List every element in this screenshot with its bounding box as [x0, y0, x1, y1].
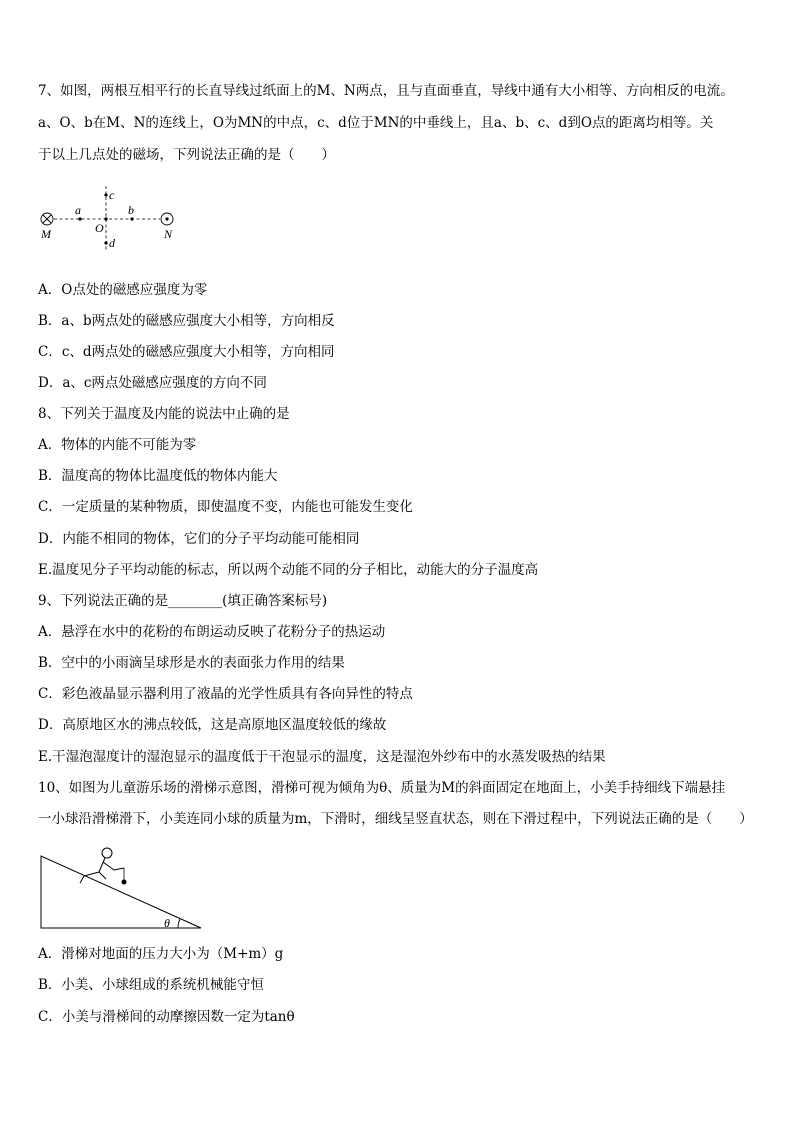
q8-option-e: E.温度见分子平均动能的标志，所以两个动能不同的分子相比，动能大的分子温度高	[38, 562, 539, 578]
label-M: M	[41, 227, 51, 241]
label-a: a	[75, 203, 81, 217]
slide-incline	[41, 856, 201, 928]
point-b	[130, 217, 133, 220]
child-figure-icon	[80, 848, 124, 883]
q8-option-b: B．温度高的物体比温度低的物体内能大	[38, 468, 278, 484]
ball-icon	[122, 880, 127, 885]
q10-stem-line2: 一小球沿滑梯滑下，小美连同小球的质量为m，下滑时，细线呈竖直状态，则在下滑过程中，下列说法正确的是（ ）	[38, 811, 753, 827]
q9-option-a: A．悬浮在水中的花粉的布朗运动反映了花粉分子的热运动	[38, 624, 386, 640]
q10-option-a: A．滑梯对地面的压力大小为（M+m）g	[38, 946, 284, 962]
q7-stem-line1: 7、如图，两根互相平行的长直导线过纸面上的M、N两点，且与直面垂直，导线中通有大小相等、方向相反的电流。	[38, 83, 734, 99]
point-O	[104, 217, 107, 220]
point-c	[104, 193, 107, 196]
label-b: b	[128, 203, 134, 217]
q9-option-d: D．高原地区水的沸点较低，这是高原地区温度较低的缘故	[38, 717, 387, 733]
q8-stem: 8、下列关于温度及内能的说法中止确的是	[38, 406, 290, 422]
point-a	[78, 217, 81, 220]
label-O: O	[95, 221, 104, 235]
q10-slide-figure	[36, 842, 211, 934]
q8-option-c: C．一定质量的某种物质，即使温度不变，内能也可能发生变化	[38, 499, 413, 515]
q9-option-b: B．空中的小雨滴呈球形是水的表面张力作用的结果	[38, 655, 345, 671]
q7-option-b: B．a、b两点处的磁感应强度大小相等，方向相反	[38, 313, 335, 329]
q7-stem-line3: 于以上几点处的磁场，下列说法正确的是（ ）	[38, 147, 335, 163]
q10-option-c: C．小美与滑梯间的动摩擦因数一定为tanθ	[38, 1009, 295, 1025]
q9-option-c: C．彩色液晶显示器利用了液晶的光学性质具有各向异性的特点	[38, 686, 413, 702]
label-N: N	[164, 227, 173, 241]
label-d: d	[109, 236, 115, 250]
label-c: c	[109, 188, 115, 202]
q9-stem: 9、下列说法正确的是________(填正确答案标号)	[38, 593, 328, 609]
q10-option-b: B．小美、小球组成的系统机械能守恒	[38, 977, 264, 993]
point-d	[104, 241, 107, 244]
q7-stem-line2: a、O、b在M、N的连线上，O为MN的中点，c、d位于MN的中垂线上，且a、b、c、d到O点的距离均相等。关	[38, 115, 714, 131]
q8-option-a: A．物体的内能不可能为零	[38, 437, 197, 453]
q7-figure	[36, 184, 186, 256]
q9-option-e: E.干湿泡湿度计的湿泡显示的温度低于干泡显示的温度，这是湿泡外纱布中的水蒸发吸热的结果	[38, 749, 606, 765]
q8-option-d: D．内能不相同的物体，它们的分子平均动能可能相同	[38, 531, 360, 547]
current-out-of-page-icon	[161, 213, 173, 225]
angle-arc	[178, 919, 180, 928]
q7-option-d: D．a、c两点处磁感应强度的方向不同	[38, 375, 267, 391]
q10-stem-line1: 10、如图为儿童游乐场的滑梯示意图，滑梯可视为倾角为θ、质量为M的斜面固定在地面上，小美手持细线下端悬挂	[38, 780, 726, 796]
q7-option-a: A．O点处的磁感应强度为零	[38, 282, 208, 298]
current-into-page-icon	[41, 213, 53, 225]
q7-option-c: C．c、d两点处的磁感应强度大小相等，方向相同	[38, 344, 335, 360]
label-theta: θ	[164, 916, 170, 930]
